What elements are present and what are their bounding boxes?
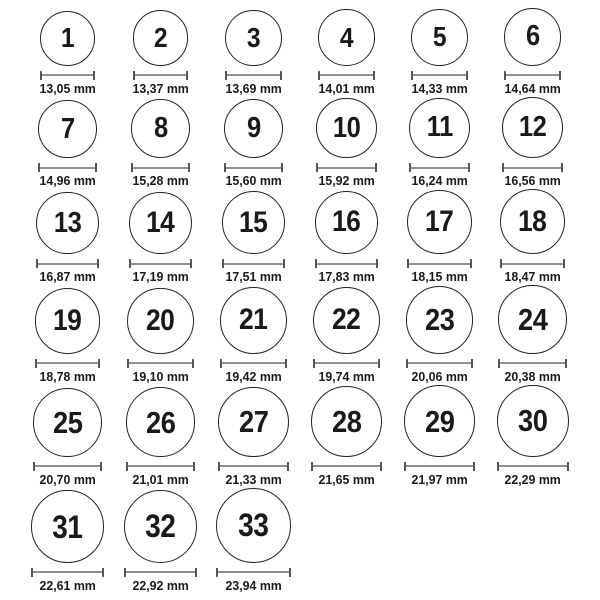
measure-line-rule [133,167,188,169]
ring-circle [222,191,285,254]
diameter-measure-line [411,71,468,80]
measure-line-rule [227,74,279,76]
ring-size-item [114,490,207,594]
ring-size-item [21,288,114,385]
measure-line-rule [318,167,374,169]
ring-size-number: 17 [425,205,454,239]
ring-size-number: 29 [424,403,455,439]
diameter-label: 20,06 mm [411,368,468,384]
ring-size-number: 24 [517,302,548,338]
diameter-measure-line [504,71,562,80]
diameter-measure-line [316,163,376,172]
ring-size-number: 10 [332,111,361,144]
ring-size-item [21,11,114,97]
diameter-measure-line [218,462,288,471]
ring-size-item [486,285,579,384]
ring-circle [498,285,566,353]
ring-size-item [21,490,114,594]
ring-circle [313,287,380,354]
diameter-label: 16,24 mm [411,173,468,189]
ring-size-number: 13 [53,206,82,239]
measure-line-rule [411,167,468,169]
ring-size-number: 15 [239,205,268,239]
ring-size-number: 2 [153,22,168,54]
diameter-measure-line [40,71,95,80]
ring-size-item [393,190,486,285]
ring-size-item [207,488,300,594]
ring-circle [131,99,190,158]
measure-line-rule [504,167,561,169]
measure-line-rule [131,263,190,265]
ring-circle [126,387,196,457]
diameter-measure-line [126,462,196,471]
ring-size-number: 19 [53,304,82,338]
ring-size-item [393,385,486,487]
ring-circle [129,192,192,255]
diameter-measure-line [129,259,192,268]
measure-line-rule [40,167,95,169]
diameter-label: 14,64 mm [504,80,561,96]
ring-size-item [300,9,393,97]
diameter-label: 20,70 mm [39,471,96,487]
diameter-measure-line [502,163,563,172]
measure-line-rule [226,167,282,169]
ring-size-item [393,98,486,190]
ring-circle [124,490,197,563]
ring-circle [411,9,468,66]
diameter-measure-line [31,568,104,577]
diameter-label: 21,65 mm [318,471,375,487]
diameter-measure-line [33,462,102,471]
ring-size-number: 14 [146,206,175,240]
ring-circle [225,10,281,66]
measure-line-rule [222,362,285,364]
ring-circle [409,98,470,159]
diameter-label: 17,19 mm [132,269,189,285]
diameter-label: 15,92 mm [318,173,375,189]
diameter-measure-line [311,462,382,471]
diameter-measure-line [224,163,284,172]
ring-size-item [114,192,207,286]
diameter-label: 18,47 mm [504,269,561,285]
ring-size-item [114,99,207,189]
ring-circle [504,8,562,66]
diameter-label: 21,01 mm [132,471,189,487]
diameter-label: 18,78 mm [39,368,96,384]
diameter-measure-line [497,462,569,471]
ring-size-item [207,10,300,97]
diameter-measure-line [406,359,474,368]
measure-line-rule [413,74,466,76]
ring-circle [318,9,375,66]
ring-size-item [21,100,114,190]
diameter-label: 19,74 mm [318,368,375,384]
measure-line-rule [37,362,99,364]
measure-line-rule [313,465,380,467]
diameter-label: 14,33 mm [411,80,468,96]
measure-line-rule [224,263,283,265]
ring-circle [316,98,376,158]
measure-line-rule [33,571,102,573]
diameter-measure-line [404,462,475,471]
ring-size-number: 25 [52,404,83,440]
diameter-label: 13,69 mm [225,80,282,96]
diameter-label: 21,33 mm [225,471,282,487]
measure-line-rule [129,362,191,364]
ring-size-item [486,8,579,97]
ring-circle [502,97,563,158]
diameter-measure-line [133,71,189,80]
diameter-measure-line [500,259,565,268]
diameter-measure-line [220,359,287,368]
diameter-label: 16,56 mm [504,173,561,189]
ring-size-item [393,286,486,385]
measure-line-rule [35,465,100,467]
ring-size-item [207,99,300,190]
ring-size-item [300,386,393,488]
measure-line-rule [320,74,373,76]
measure-line-rule [502,263,563,265]
diameter-label: 17,83 mm [318,269,375,285]
ring-circle [40,11,95,66]
diameter-measure-line [216,568,291,577]
measure-line-rule [315,362,378,364]
ring-circle [406,286,474,354]
diameter-label: 20,38 mm [504,368,561,384]
measure-line-rule [317,263,377,265]
diameter-label: 16,87 mm [39,269,96,285]
measure-line-rule [220,465,286,467]
measure-line-rule [218,571,289,573]
ring-size-number: 33 [238,507,269,544]
ring-size-item [486,385,579,488]
ring-circle [216,488,291,563]
diameter-label: 18,15 mm [411,269,468,285]
ring-size-item [486,97,579,189]
ring-size-number: 7 [60,112,75,145]
ring-circle [35,288,101,354]
diameter-label: 21,97 mm [411,471,468,487]
ring-circle [500,189,565,254]
ring-size-number: 18 [518,204,547,238]
ring-size-item [207,387,300,488]
diameter-measure-line [498,359,566,368]
diameter-measure-line [409,163,470,172]
diameter-measure-line [131,163,190,172]
diameter-measure-line [35,359,101,368]
ring-size-item [21,388,114,488]
ring-size-number: 8 [153,112,168,145]
diameter-label: 15,28 mm [132,173,189,189]
ring-circle [315,191,379,255]
ring-size-number: 22 [332,303,361,337]
ring-size-item [300,191,393,286]
diameter-measure-line [313,359,380,368]
ring-circle [31,490,104,563]
diameter-label: 14,01 mm [318,80,375,96]
measure-line-rule [408,362,472,364]
measure-line-rule [500,362,564,364]
ring-size-number: 23 [424,302,455,338]
ring-size-number: 11 [426,111,453,144]
ring-size-item [300,98,393,189]
measure-line-rule [135,74,187,76]
ring-size-item [114,288,207,385]
diameter-label: 13,37 mm [132,80,189,96]
ring-size-number: 9 [246,112,261,145]
ring-size-number: 28 [331,403,362,439]
diameter-label: 19,42 mm [225,368,282,384]
diameter-label: 17,51 mm [225,269,282,285]
measure-line-rule [126,571,195,573]
ring-size-number: 1 [60,22,75,54]
ring-size-item [486,189,579,285]
ring-size-number: 6 [525,20,540,53]
ring-circle [38,100,97,159]
diameter-measure-line [38,163,97,172]
ring-circle [36,192,98,254]
ring-size-item [114,387,207,488]
diameter-measure-line [124,568,197,577]
diameter-measure-line [318,71,375,80]
ring-circle [218,387,288,457]
ring-circle [127,288,193,354]
ring-circle [133,10,189,66]
diameter-measure-line [222,259,285,268]
ring-size-item [393,9,486,97]
diameter-label: 19,10 mm [132,368,189,384]
ring-size-number: 12 [518,111,547,144]
ring-circle [311,386,382,457]
diameter-label: 22,61 mm [39,577,96,593]
diameter-label: 22,92 mm [132,577,189,593]
diameter-label: 23,94 mm [225,577,282,593]
diameter-measure-line [315,259,379,268]
ring-circle [33,388,102,457]
diameter-measure-line [225,71,281,80]
measure-line-rule [499,465,567,467]
ring-size-number: 32 [145,508,176,545]
ring-size-number: 20 [146,303,175,337]
ring-size-item [21,192,114,285]
measure-line-rule [406,465,473,467]
ring-circle [497,385,569,457]
ring-size-number: 27 [238,404,269,440]
diameter-measure-line [36,259,98,268]
diameter-label: 22,29 mm [504,471,561,487]
diameter-label: 13,05 mm [39,80,96,96]
ring-size-item [207,287,300,385]
measure-line-rule [128,465,194,467]
ring-size-item [114,10,207,97]
ring-circle [407,190,471,254]
ring-size-number: 4 [339,21,354,53]
ring-size-number: 3 [246,21,261,53]
ring-size-item [300,287,393,385]
ring-size-number: 21 [239,303,268,337]
measure-line-rule [506,74,560,76]
measure-line-rule [42,74,93,76]
diameter-label: 15,60 mm [225,173,282,189]
ring-size-number: 5 [432,21,447,53]
ring-size-item [207,191,300,285]
ring-circle [404,385,475,456]
ring-size-number: 31 [52,508,83,545]
diameter-label: 14,96 mm [39,173,96,189]
ring-size-number: 26 [145,404,176,440]
measure-line-rule [38,263,96,265]
measure-line-rule [409,263,469,265]
diameter-measure-line [407,259,471,268]
ring-circle [220,287,287,354]
ring-size-number: 16 [332,205,361,239]
diameter-measure-line [127,359,193,368]
ring-circle [224,99,284,159]
ring-size-number: 30 [517,403,548,439]
